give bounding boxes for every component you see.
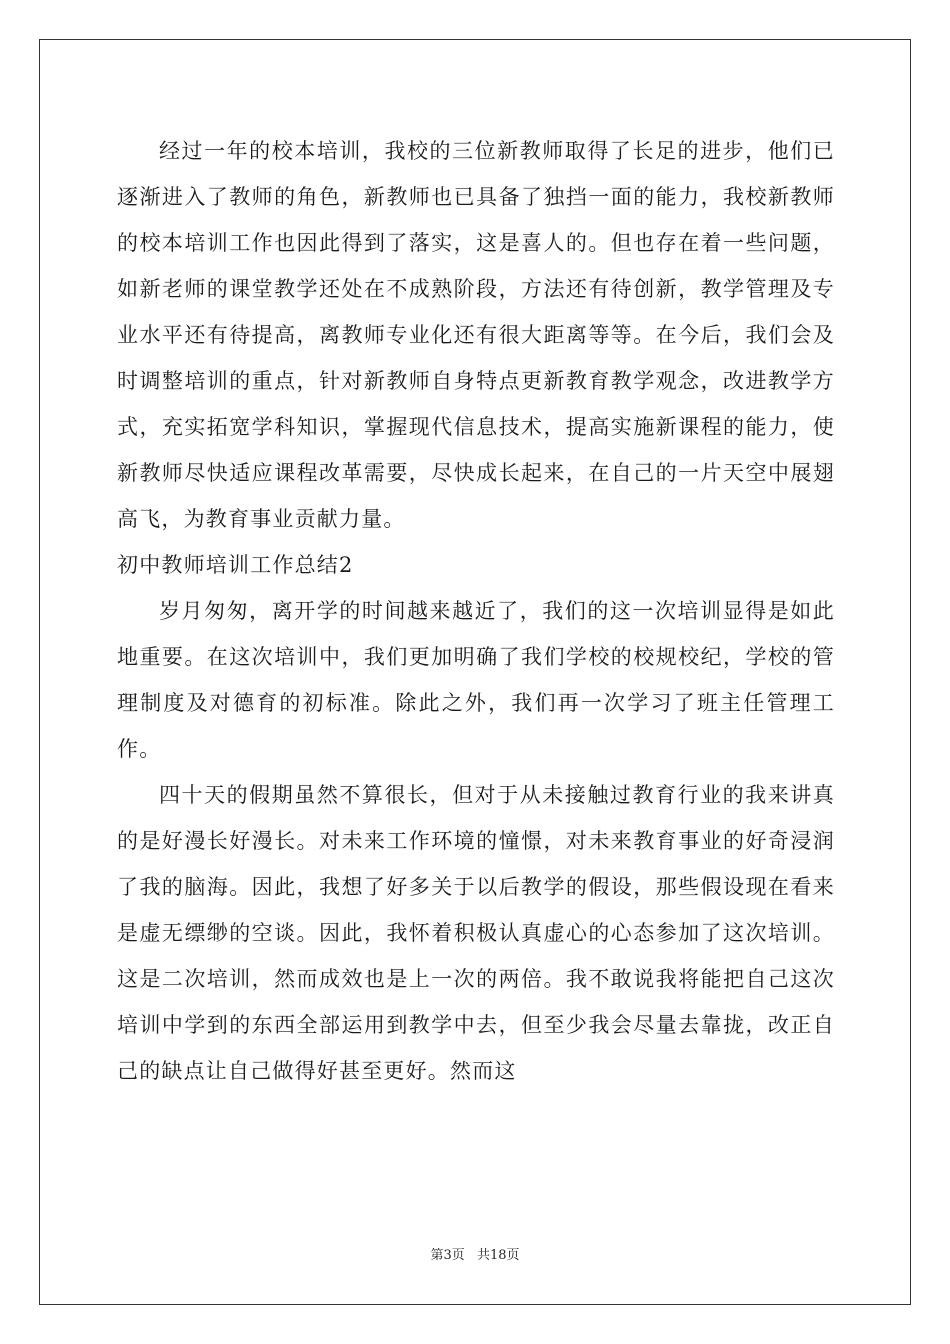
document-body	[117, 128, 835, 1094]
paragraph-1: 经过一年的校本培训，我校的三位新教师取得了长足的进步，他们已逐渐进入了教师的角色，新教师也已具备了独挡一面的能力，我校新教师的校本培训工作也因此得到了落实，这是喜人的。但也存在着一些问题，如新老师的课堂教学还处在不成熟阶段，方法还有待创新，教学管理及专业水平还有待提高，离教师专业化还有很大距离等等。在今后，我们会及时调整培训的重点，针对新教师自身特点更新教育教学观念，改进教学方式，充实拓宽学科知识，掌握现代信息技术，提高实施新课程的能力，使新教师尽快适应课程改革需要，尽快成长起来，在自己的一片天空中展翅高飞，为教育事业贡献力量。	[117, 139, 835, 531]
section-heading: 初中教师培训工作总结2	[117, 553, 354, 577]
page-total: 共18页	[476, 1248, 520, 1263]
paragraph-2: 岁月匆匆，离开学的时间越来越近了，我们的这一次培训显得是如此地重要。在这次培训中，我们更加明确了我们学校的校规校纪，学校的管理制度及对德育的初标准。除此之外，我们再一次学习了班主任管理工作。	[117, 599, 835, 761]
paragraph-3: 四十天的假期虽然不算很长，但对于从未接触过教育行业的我来讲真的是好漫长好漫长。对未来工作环境的憧憬，对未来教育事业的好奇浸润了我的脑海。因此，我想了好多关于以后教学的假设，那些假设现在看来是虚无缥缈的空谈。因此，我怀着积极认真虚心的心态参加了这次培训。这是二次培训，然而成效也是上一次的两倍。我不敢说我将能把自己这次培训中学到的东西全部运用到教学中去，但至少我会尽量去靠拢，改正自己的缺点让自己做得好甚至更好。然而这	[117, 783, 835, 1083]
page-number: 第3页	[430, 1248, 465, 1263]
page-footer	[0, 1244, 950, 1263]
